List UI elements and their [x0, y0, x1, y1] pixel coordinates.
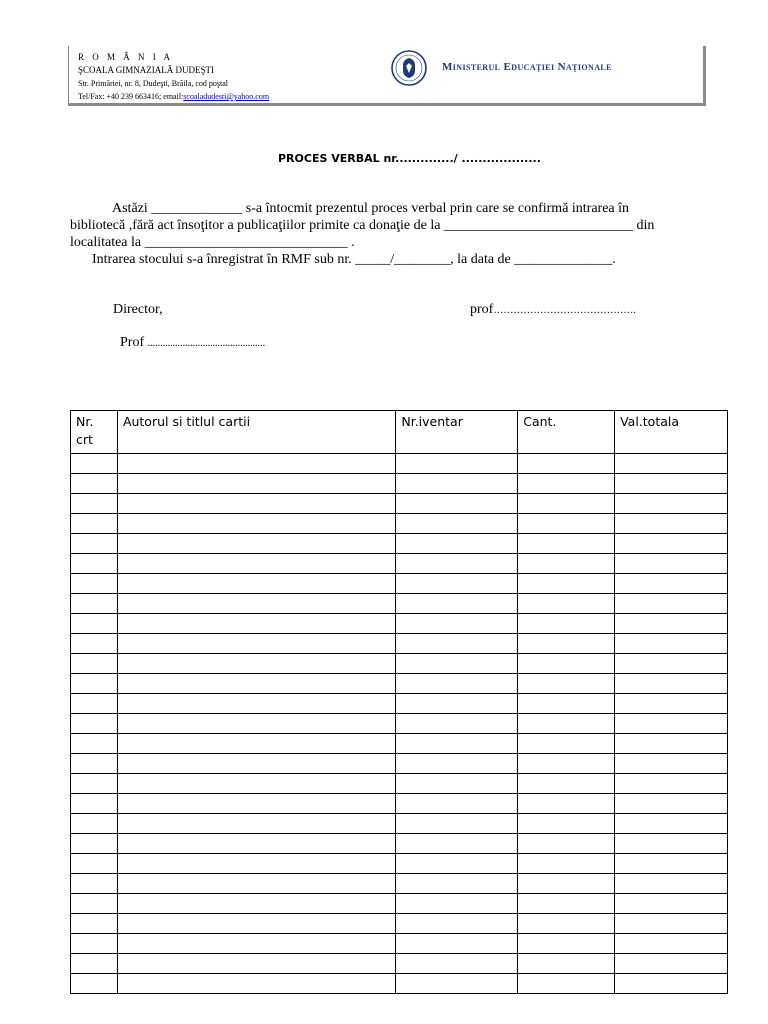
table-cell[interactable]	[518, 774, 615, 794]
prof-right-signature	[470, 302, 636, 318]
table-cell[interactable]	[71, 914, 118, 934]
table-cell[interactable]	[518, 674, 615, 694]
table-cell[interactable]	[615, 974, 728, 994]
table-cell[interactable]	[518, 454, 615, 474]
table-cell[interactable]	[615, 894, 728, 914]
table-cell[interactable]	[615, 634, 728, 654]
table-cell[interactable]	[117, 854, 395, 874]
table-cell[interactable]	[71, 974, 118, 994]
table-cell[interactable]	[615, 874, 728, 894]
body-line-3: localitatea la _____________________________ .	[70, 235, 355, 250]
table-cell[interactable]	[396, 734, 518, 754]
table-row	[71, 874, 728, 894]
ministry-name: Ministerul Educaţiei Naţionale	[442, 61, 612, 73]
table-cell[interactable]	[615, 854, 728, 874]
table-cell[interactable]	[117, 714, 395, 734]
table-cell[interactable]	[615, 794, 728, 814]
table-cell[interactable]	[615, 694, 728, 714]
table-cell[interactable]	[396, 974, 518, 994]
table-cell[interactable]	[71, 854, 118, 874]
table-cell[interactable]	[71, 834, 118, 854]
table-cell[interactable]	[615, 814, 728, 834]
table-row	[71, 534, 728, 554]
table-cell[interactable]	[396, 494, 518, 514]
table-cell[interactable]	[518, 574, 615, 594]
table-cell[interactable]	[71, 734, 118, 754]
table-cell[interactable]	[117, 914, 395, 934]
table-cell[interactable]	[71, 654, 118, 674]
prof-left-dots: ...............................................	[147, 338, 266, 349]
prof-right-label: prof	[470, 302, 494, 317]
table-cell[interactable]	[396, 454, 518, 474]
table-cell[interactable]	[518, 554, 615, 574]
table-cell[interactable]	[518, 594, 615, 614]
table-cell[interactable]	[396, 594, 518, 614]
table-cell[interactable]	[396, 914, 518, 934]
table-cell[interactable]	[518, 974, 615, 994]
table-cell[interactable]	[396, 674, 518, 694]
country-name: R O M Â N I A	[78, 52, 174, 62]
table-cell[interactable]	[117, 894, 395, 914]
table-cell[interactable]	[518, 534, 615, 554]
table-cell[interactable]	[518, 634, 615, 654]
table-cell[interactable]	[518, 494, 615, 514]
table-cell[interactable]	[71, 794, 118, 814]
table-cell[interactable]	[396, 774, 518, 794]
table-cell[interactable]	[615, 494, 728, 514]
table-cell[interactable]	[71, 634, 118, 654]
table-row	[71, 834, 728, 854]
table-cell[interactable]	[396, 574, 518, 594]
table-cell[interactable]	[396, 554, 518, 574]
table-cell[interactable]	[71, 874, 118, 894]
table-cell[interactable]	[518, 614, 615, 634]
table-cell[interactable]	[615, 934, 728, 954]
table-row	[71, 494, 728, 514]
table-cell[interactable]	[615, 674, 728, 694]
table-cell[interactable]	[396, 714, 518, 734]
table-row	[71, 914, 728, 934]
table-cell[interactable]	[615, 594, 728, 614]
table-cell[interactable]	[71, 574, 118, 594]
body-line-4: Intrarea stocului s-a înregistrat în RMF sub nr. _____/________, la data de ______________.	[92, 252, 616, 267]
table-cell[interactable]	[518, 714, 615, 734]
table-cell[interactable]	[518, 654, 615, 674]
table-row	[71, 774, 728, 794]
table-cell[interactable]	[615, 954, 728, 974]
body-line-1: Astăzi _____________ s-a întocmit prezentul proces verbal prin care se confirmă intrarea în	[112, 201, 630, 216]
table-row	[71, 754, 728, 774]
table-cell[interactable]	[117, 494, 395, 514]
table-cell[interactable]	[71, 534, 118, 554]
table-cell[interactable]	[518, 834, 615, 854]
table-cell[interactable]	[117, 954, 395, 974]
prof-right-dots: …………………………………….	[493, 305, 636, 316]
table-cell[interactable]	[71, 814, 118, 834]
contact-prefix: Tel/Fax: +40 239 663416; email:	[78, 92, 184, 101]
table-cell[interactable]	[117, 574, 395, 594]
table-cell[interactable]	[396, 934, 518, 954]
table-cell[interactable]	[396, 954, 518, 974]
table-row	[71, 734, 728, 754]
table-row	[71, 554, 728, 574]
table-cell[interactable]	[518, 754, 615, 774]
table-cell[interactable]	[117, 974, 395, 994]
school-address: Str. Primăriei, nr. 8, Dudeşti, Brăila, cod poştal	[78, 79, 228, 88]
table-cell[interactable]	[117, 734, 395, 754]
table-cell[interactable]	[117, 674, 395, 694]
table-cell[interactable]	[615, 454, 728, 474]
letterhead	[68, 46, 706, 106]
prof-left-label: Prof	[120, 335, 145, 350]
table-cell[interactable]	[615, 714, 728, 734]
document-title: PROCES VERBAL nr............../ ...................	[278, 152, 541, 165]
table-cell[interactable]	[117, 834, 395, 854]
table-row	[71, 794, 728, 814]
table-row	[71, 514, 728, 534]
table-row	[71, 934, 728, 954]
table-cell[interactable]	[615, 754, 728, 774]
col-header-inventory-no: Nr.iventar	[396, 411, 518, 454]
table-cell[interactable]	[518, 814, 615, 834]
table-cell[interactable]	[71, 454, 118, 474]
director-label: Director,	[113, 302, 163, 317]
table-cell[interactable]	[615, 554, 728, 574]
table-cell[interactable]	[71, 774, 118, 794]
table-cell[interactable]	[518, 914, 615, 934]
table-cell[interactable]	[71, 514, 118, 534]
table-row	[71, 974, 728, 994]
table-cell[interactable]	[615, 514, 728, 534]
table-cell[interactable]	[396, 614, 518, 634]
email-link[interactable]: scoaladudesti@yahoo.com	[183, 92, 270, 101]
table-cell[interactable]	[518, 854, 615, 874]
table-row	[71, 814, 728, 834]
table-cell[interactable]	[71, 474, 118, 494]
col-header-nr-crt: Nr. crt	[71, 411, 118, 454]
col-header-quantity: Cant.	[518, 411, 615, 454]
table-cell[interactable]	[396, 794, 518, 814]
table-cell[interactable]	[518, 694, 615, 714]
table-cell[interactable]	[71, 554, 118, 574]
table-cell[interactable]	[396, 834, 518, 854]
table-cell[interactable]	[396, 474, 518, 494]
school-name: ŞCOALA GIMNAZIALĂ DUDEŞTI	[78, 65, 214, 75]
table-cell[interactable]	[396, 754, 518, 774]
table-cell[interactable]	[518, 794, 615, 814]
table-cell[interactable]	[71, 754, 118, 774]
table-row	[71, 474, 728, 494]
table-cell[interactable]	[71, 894, 118, 914]
table-cell[interactable]	[396, 814, 518, 834]
table-cell[interactable]	[117, 874, 395, 894]
table-header-row	[71, 411, 728, 454]
table-cell[interactable]	[117, 694, 395, 714]
table-cell[interactable]	[117, 614, 395, 634]
table-row	[71, 694, 728, 714]
school-info	[78, 51, 269, 103]
table-cell[interactable]	[117, 794, 395, 814]
school-contact	[78, 90, 269, 103]
table-row	[71, 854, 728, 874]
table-cell[interactable]	[396, 634, 518, 654]
table-cell[interactable]	[117, 754, 395, 774]
table-cell[interactable]	[396, 654, 518, 674]
table-row	[71, 954, 728, 974]
table-cell[interactable]	[71, 694, 118, 714]
table-row	[71, 454, 728, 474]
table-cell[interactable]	[518, 874, 615, 894]
table-cell[interactable]	[518, 514, 615, 534]
table-cell[interactable]	[117, 774, 395, 794]
table-cell[interactable]	[518, 894, 615, 914]
table-row	[71, 614, 728, 634]
table-cell[interactable]	[615, 614, 728, 634]
table-cell[interactable]	[117, 634, 395, 654]
col-header-total-value: Val.totala	[615, 411, 728, 454]
inventory-table	[70, 410, 728, 994]
table-cell[interactable]	[71, 954, 118, 974]
table-cell[interactable]	[71, 594, 118, 614]
table-cell[interactable]	[518, 934, 615, 954]
col-header-author-title: Autorul si titlul cartii	[117, 411, 395, 454]
table-row	[71, 714, 728, 734]
prof-left-signature	[120, 335, 265, 351]
table-cell[interactable]	[117, 814, 395, 834]
table-row	[71, 594, 728, 614]
table-row	[71, 574, 728, 594]
table-row	[71, 654, 728, 674]
table-cell[interactable]	[117, 654, 395, 674]
table-cell[interactable]	[117, 934, 395, 954]
table-cell[interactable]	[396, 534, 518, 554]
table-cell[interactable]	[117, 474, 395, 494]
table-cell[interactable]	[71, 494, 118, 514]
table-cell[interactable]	[615, 574, 728, 594]
table-cell[interactable]	[117, 514, 395, 534]
table-row	[71, 634, 728, 654]
table-row	[71, 894, 728, 914]
table-cell[interactable]	[396, 514, 518, 534]
ministry-crest-icon	[391, 49, 427, 87]
table-cell[interactable]	[71, 614, 118, 634]
table-cell[interactable]	[615, 734, 728, 754]
table-cell[interactable]	[71, 714, 118, 734]
table-cell[interactable]	[71, 674, 118, 694]
table-cell[interactable]	[71, 934, 118, 954]
table-cell[interactable]	[615, 654, 728, 674]
table-body	[71, 454, 728, 994]
table-cell[interactable]	[615, 914, 728, 934]
table-cell[interactable]	[615, 474, 728, 494]
table-cell[interactable]	[396, 694, 518, 714]
table-cell[interactable]	[615, 774, 728, 794]
table-cell[interactable]	[396, 874, 518, 894]
table-cell[interactable]	[615, 534, 728, 554]
table-row	[71, 674, 728, 694]
body-line-2: bibliotecă ,fără act însoţitor a publicaţiilor primite ca donaţie de la ___________________________ din	[70, 218, 655, 233]
table-cell[interactable]	[117, 534, 395, 554]
table-cell[interactable]	[396, 854, 518, 874]
table-cell[interactable]	[518, 474, 615, 494]
table-cell[interactable]	[615, 834, 728, 854]
table-cell[interactable]	[117, 454, 395, 474]
table-cell[interactable]	[396, 894, 518, 914]
table-cell[interactable]	[518, 734, 615, 754]
table-cell[interactable]	[117, 554, 395, 574]
table-cell[interactable]	[518, 954, 615, 974]
table-cell[interactable]	[117, 594, 395, 614]
